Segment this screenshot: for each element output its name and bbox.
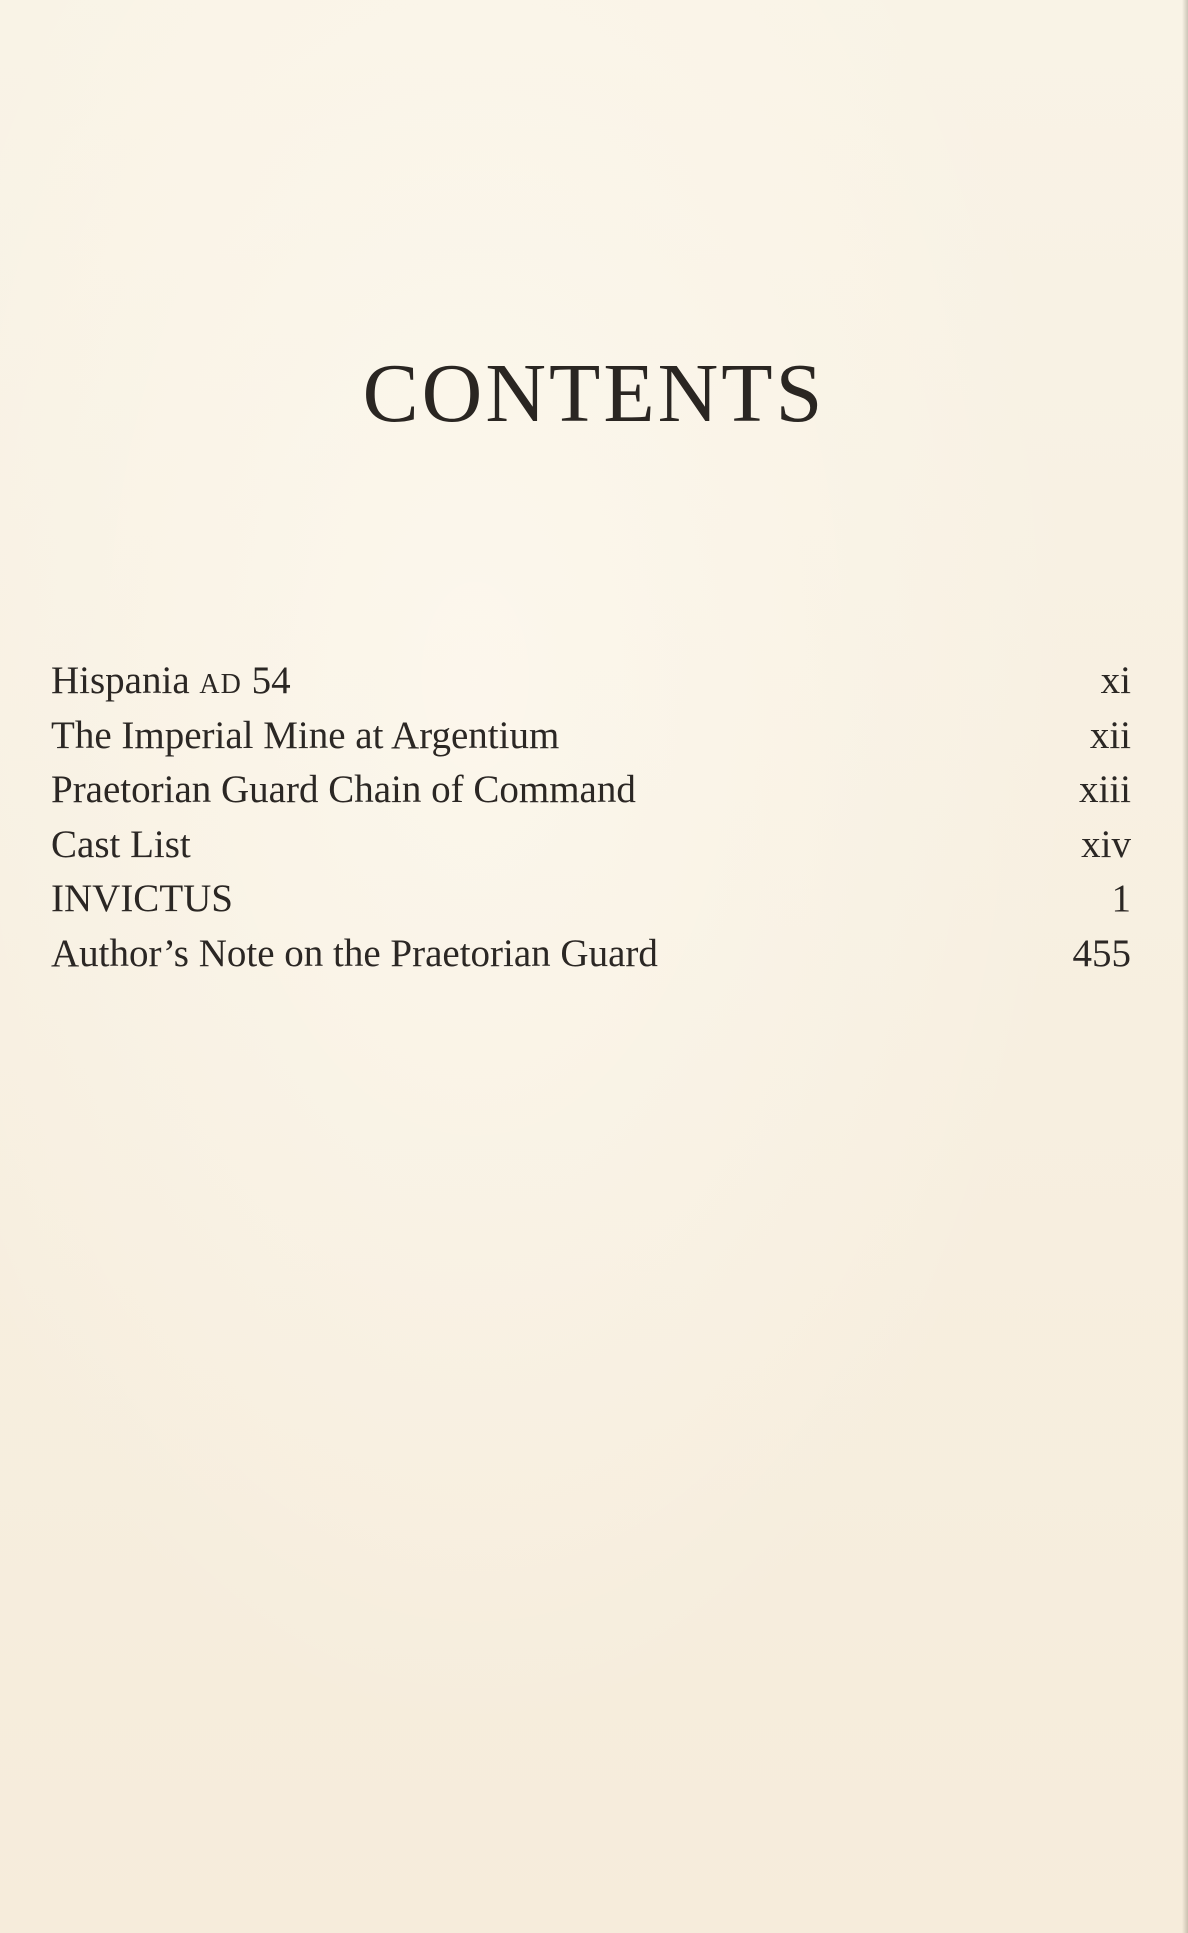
toc-entry-invictus — [51, 876, 1131, 931]
toc-entry-page: xii — [1089, 713, 1131, 757]
toc-entry-page: xi — [1100, 659, 1131, 702]
toc-entry-page: xiii — [1078, 768, 1131, 811]
toc-entry-title: Author’s Note on the Praetorian Guard — [51, 931, 658, 975]
toc-entry-title-text: Hispania — [51, 659, 190, 702]
toc-entry-page: 1 — [1111, 877, 1131, 920]
toc-entry-page: xiv — [1081, 822, 1131, 866]
toc-entry-year: 54 — [241, 659, 291, 702]
toc-entry-title: The Imperial Mine at Argentium — [51, 713, 560, 757]
table-of-contents — [51, 658, 1131, 985]
toc-entry-cast-list — [51, 822, 1131, 877]
page-title: CONTENTS — [362, 347, 826, 440]
toc-entry-chain-of-command — [51, 767, 1131, 822]
page-edge-shadow — [1182, 0, 1188, 1933]
toc-entry-page: 455 — [1072, 931, 1131, 975]
toc-entry-authors-note — [51, 931, 1131, 986]
toc-entry-imperial-mine — [51, 713, 1131, 768]
toc-entry-title: Cast List — [51, 822, 191, 866]
toc-entry-hispania — [51, 658, 1131, 713]
toc-entry-title: INVICTUS — [51, 877, 233, 920]
toc-entry-title — [51, 658, 291, 703]
toc-entry-title: Praetorian Guard Chain of Command — [51, 768, 636, 811]
toc-entry-era-smallcaps: AD — [199, 669, 242, 700]
